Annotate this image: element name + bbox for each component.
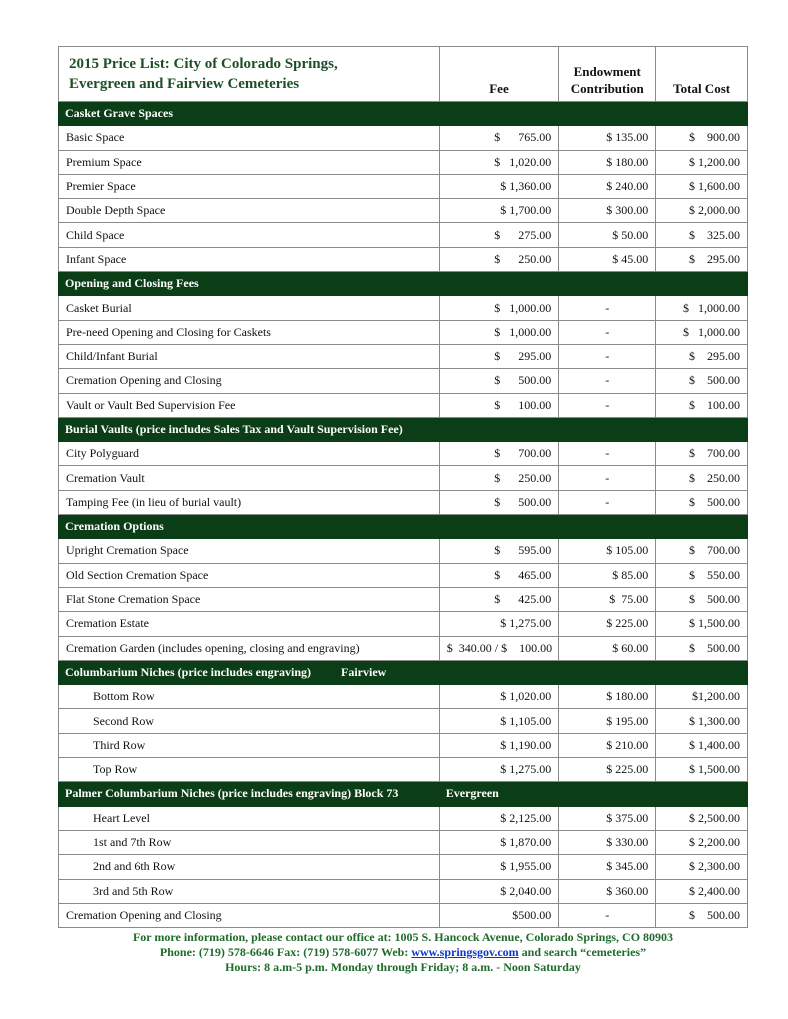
footer-contact-line — [58, 945, 748, 960]
price-row — [59, 612, 748, 636]
section-endowment-cell — [559, 272, 656, 296]
price-row — [59, 758, 748, 782]
fee-cell: $ 2,125.00 — [439, 806, 558, 830]
endowment-cell: $ 375.00 — [559, 806, 656, 830]
section-title: Columbarium Niches (price includes engraving) — [65, 664, 311, 679]
total-cost-cell: $ 1,300.00 — [656, 709, 748, 733]
section-fee-cell — [439, 417, 558, 441]
total-cost-cell: $1,200.00 — [656, 685, 748, 709]
fee-cell: $ 1,275.00 — [439, 758, 558, 782]
price-row — [59, 855, 748, 879]
fee-cell: $ 100.00 — [439, 393, 558, 417]
contact-footer — [58, 930, 748, 975]
item-description: Premier Space — [59, 174, 440, 198]
section-header-row — [59, 272, 748, 296]
price-row — [59, 393, 748, 417]
item-description: Child Space — [59, 223, 440, 247]
title-line-1: 2015 Price List: City of Colorado Springs, — [69, 56, 338, 72]
fee-cell: $ 700.00 — [439, 442, 558, 466]
price-row — [59, 126, 748, 150]
endowment-cell: $ 105.00 — [559, 539, 656, 563]
fee-cell: $ 1,190.00 — [439, 733, 558, 757]
section-fee-cell — [439, 782, 558, 806]
total-cost-cell: $ 2,200.00 — [656, 830, 748, 854]
section-endowment-cell — [559, 417, 656, 441]
section-header — [59, 515, 440, 539]
endowment-column-header — [559, 47, 656, 102]
total-cost-cell: $ 1,000.00 — [656, 320, 748, 344]
endowment-cell: $ 180.00 — [559, 685, 656, 709]
total-cost-column-header: Total Cost — [656, 47, 748, 102]
endowment-cell: - — [559, 369, 656, 393]
section-total-cell — [656, 102, 748, 126]
document-title — [59, 47, 440, 102]
total-cost-cell: $ 500.00 — [656, 636, 748, 660]
price-row — [59, 709, 748, 733]
price-row — [59, 830, 748, 854]
endowment-cell: - — [559, 466, 656, 490]
item-description: Pre-need Opening and Closing for Caskets — [59, 320, 440, 344]
section-endowment-cell — [559, 782, 656, 806]
price-row — [59, 466, 748, 490]
section-title: Cremation Options — [65, 519, 164, 534]
item-description: Double Depth Space — [59, 199, 440, 223]
total-cost-cell: $ 2,000.00 — [656, 199, 748, 223]
total-cost-cell: $ 500.00 — [656, 369, 748, 393]
endowment-cell: $ 45.00 — [559, 247, 656, 271]
price-row — [59, 150, 748, 174]
price-row — [59, 903, 748, 927]
price-row — [59, 247, 748, 271]
item-description: Second Row — [59, 709, 440, 733]
total-cost-cell: $ 1,500.00 — [656, 758, 748, 782]
total-cost-cell: $ 700.00 — [656, 539, 748, 563]
item-description: 2nd and 6th Row — [59, 855, 440, 879]
item-description: Bottom Row — [59, 685, 440, 709]
item-description: Old Section Cremation Space — [59, 563, 440, 587]
fee-cell: $ 1,870.00 — [439, 830, 558, 854]
endowment-cell: $ 50.00 — [559, 223, 656, 247]
fee-column-header: Fee — [439, 47, 558, 102]
endowment-cell: $ 85.00 — [559, 563, 656, 587]
item-description: Cremation Vault — [59, 466, 440, 490]
endowment-cell: $ 345.00 — [559, 855, 656, 879]
total-cost-cell: $ 325.00 — [656, 223, 748, 247]
section-header — [59, 272, 440, 296]
price-table — [58, 46, 748, 928]
fee-cell: $ 1,955.00 — [439, 855, 558, 879]
endowment-cell: $ 240.00 — [559, 174, 656, 198]
price-row — [59, 490, 748, 514]
total-cost-cell: $ 1,500.00 — [656, 612, 748, 636]
section-header-row — [59, 515, 748, 539]
section-title: Opening and Closing Fees — [65, 276, 199, 291]
total-cost-cell: $ 550.00 — [656, 563, 748, 587]
fee-cell: $ 275.00 — [439, 223, 558, 247]
item-description: Tamping Fee (in lieu of burial vault) — [59, 490, 440, 514]
fee-cell: $ 465.00 — [439, 563, 558, 587]
total-cost-cell: $ 295.00 — [656, 344, 748, 368]
item-description: Flat Stone Cremation Space — [59, 587, 440, 611]
item-description: Premium Space — [59, 150, 440, 174]
endowment-cell: - — [559, 296, 656, 320]
section-total-cell — [656, 272, 748, 296]
section-total-cell — [656, 660, 748, 684]
item-description: City Polyguard — [59, 442, 440, 466]
section-title: Casket Grave Spaces — [65, 106, 173, 121]
endowment-cell: - — [559, 320, 656, 344]
endowment-cell: $ 330.00 — [559, 830, 656, 854]
section-header — [59, 782, 440, 806]
price-row — [59, 296, 748, 320]
fee-cell: $ 500.00 — [439, 490, 558, 514]
section-fee-cell — [439, 272, 558, 296]
total-cost-cell: $ 700.00 — [656, 442, 748, 466]
item-description: 3rd and 5th Row — [59, 879, 440, 903]
footer-address-line: For more information, please contact our office at: 1005 S. Hancock Avenue, Colorado Springs, CO 80903 — [132, 930, 674, 944]
section-header — [59, 417, 440, 441]
endowment-cell: $ 180.00 — [559, 150, 656, 174]
total-cost-cell: $ 1,600.00 — [656, 174, 748, 198]
section-header-row — [59, 782, 748, 806]
price-row — [59, 442, 748, 466]
section-header — [59, 660, 440, 684]
fee-cell: $ 595.00 — [439, 539, 558, 563]
section-title: Burial Vaults (price includes Sales Tax and Vault Supervision Fee) — [65, 422, 403, 436]
endowment-cell: - — [559, 442, 656, 466]
endowment-cell: $ 225.00 — [559, 612, 656, 636]
total-cost-cell: $ 1,000.00 — [656, 296, 748, 320]
fee-cell: $ 250.00 — [439, 466, 558, 490]
item-description: Vault or Vault Bed Supervision Fee — [59, 393, 440, 417]
endowment-cell: $ 75.00 — [559, 587, 656, 611]
item-description: Cremation Estate — [59, 612, 440, 636]
total-cost-cell: $ 500.00 — [656, 490, 748, 514]
endowment-header-line-2: Contribution — [570, 81, 644, 96]
fee-cell: $ 2,040.00 — [439, 879, 558, 903]
fee-cell: $ 1,020.00 — [439, 685, 558, 709]
fee-cell: $ 1,105.00 — [439, 709, 558, 733]
price-row — [59, 806, 748, 830]
item-description: Child/Infant Burial — [59, 344, 440, 368]
price-row — [59, 733, 748, 757]
total-cost-cell: $ 2,400.00 — [656, 879, 748, 903]
total-cost-cell: $ 100.00 — [656, 393, 748, 417]
section-total-cell — [656, 417, 748, 441]
total-cost-cell: $ 295.00 — [656, 247, 748, 271]
item-description: Cremation Garden (includes opening, closing and engraving) — [59, 636, 440, 660]
fee-cell: $500.00 — [439, 903, 558, 927]
endowment-cell: $ 195.00 — [559, 709, 656, 733]
fee-cell: $ 1,000.00 — [439, 296, 558, 320]
price-row — [59, 199, 748, 223]
section-header — [59, 102, 440, 126]
fee-cell: $ 1,360.00 — [439, 174, 558, 198]
section-fee-cell — [439, 515, 558, 539]
endowment-cell: - — [559, 490, 656, 514]
endowment-cell: - — [559, 393, 656, 417]
title-line-2: Evergreen and Fairview Cemeteries — [69, 76, 300, 92]
endowment-cell: - — [559, 344, 656, 368]
item-description: Infant Space — [59, 247, 440, 271]
fee-cell: $ 340.00 / $ 100.00 — [439, 636, 558, 660]
fee-cell: $ 250.00 — [439, 247, 558, 271]
total-cost-cell: $ 500.00 — [656, 903, 748, 927]
endowment-cell: $ 300.00 — [559, 199, 656, 223]
price-row — [59, 563, 748, 587]
price-row — [59, 320, 748, 344]
footer-hours-line: Hours: 8 a.m-5 p.m. Monday through Friday; 8 a.m. - Noon Saturday — [225, 960, 581, 974]
endowment-cell: $ 135.00 — [559, 126, 656, 150]
section-total-cell — [656, 782, 748, 806]
section-header-row — [59, 660, 748, 684]
section-location: Evergreen — [445, 786, 499, 801]
total-cost-cell: $ 500.00 — [656, 587, 748, 611]
price-row — [59, 539, 748, 563]
section-location: Fairview — [341, 664, 387, 679]
endowment-header-line-1: Endowment — [573, 64, 641, 79]
item-description: Heart Level — [59, 806, 440, 830]
footer-phone-fax: Phone: (719) 578-6646 Fax: (719) 578-6077 Web: — [159, 945, 412, 959]
item-description: Upright Cremation Space — [59, 539, 440, 563]
section-header-row — [59, 417, 748, 441]
footer-search-hint: and search “cemeteries” — [518, 945, 647, 959]
price-row — [59, 587, 748, 611]
fee-cell: $ 425.00 — [439, 587, 558, 611]
total-cost-cell: $ 2,300.00 — [656, 855, 748, 879]
endowment-cell: $ 60.00 — [559, 636, 656, 660]
section-endowment-cell — [559, 515, 656, 539]
total-cost-cell: $ 250.00 — [656, 466, 748, 490]
price-row — [59, 174, 748, 198]
item-description: Top Row — [59, 758, 440, 782]
section-endowment-cell — [559, 660, 656, 684]
endowment-cell: $ 360.00 — [559, 879, 656, 903]
section-total-cell — [656, 515, 748, 539]
price-table-body — [59, 47, 748, 928]
fee-cell: $ 1,000.00 — [439, 320, 558, 344]
fee-cell: $ 295.00 — [439, 344, 558, 368]
fee-cell: $ 765.00 — [439, 126, 558, 150]
fee-cell: $ 500.00 — [439, 369, 558, 393]
price-row — [59, 636, 748, 660]
website-link[interactable]: www.springsgov.com — [411, 945, 519, 959]
item-description: Cremation Opening and Closing — [59, 369, 440, 393]
price-row — [59, 369, 748, 393]
total-cost-cell: $ 1,400.00 — [656, 733, 748, 757]
item-description: Basic Space — [59, 126, 440, 150]
section-fee-cell — [439, 660, 558, 684]
price-row — [59, 879, 748, 903]
endowment-cell: $ 225.00 — [559, 758, 656, 782]
endowment-cell: $ 210.00 — [559, 733, 656, 757]
endowment-cell: - — [559, 903, 656, 927]
fee-cell: $ 1,700.00 — [439, 199, 558, 223]
total-cost-cell: $ 2,500.00 — [656, 806, 748, 830]
item-description: Casket Burial — [59, 296, 440, 320]
fee-cell: $ 1,275.00 — [439, 612, 558, 636]
section-header-row — [59, 102, 748, 126]
price-row — [59, 344, 748, 368]
fee-cell: $ 1,020.00 — [439, 150, 558, 174]
price-row — [59, 223, 748, 247]
item-description: Third Row — [59, 733, 440, 757]
item-description: Cremation Opening and Closing — [59, 903, 440, 927]
total-cost-cell: $ 1,200.00 — [656, 150, 748, 174]
section-title: Palmer Columbarium Niches (price includes engraving) Block 73 — [65, 786, 399, 801]
header-row — [59, 47, 748, 102]
total-cost-cell: $ 900.00 — [656, 126, 748, 150]
section-endowment-cell — [559, 102, 656, 126]
section-fee-cell — [439, 102, 558, 126]
price-row — [59, 685, 748, 709]
item-description: 1st and 7th Row — [59, 830, 440, 854]
